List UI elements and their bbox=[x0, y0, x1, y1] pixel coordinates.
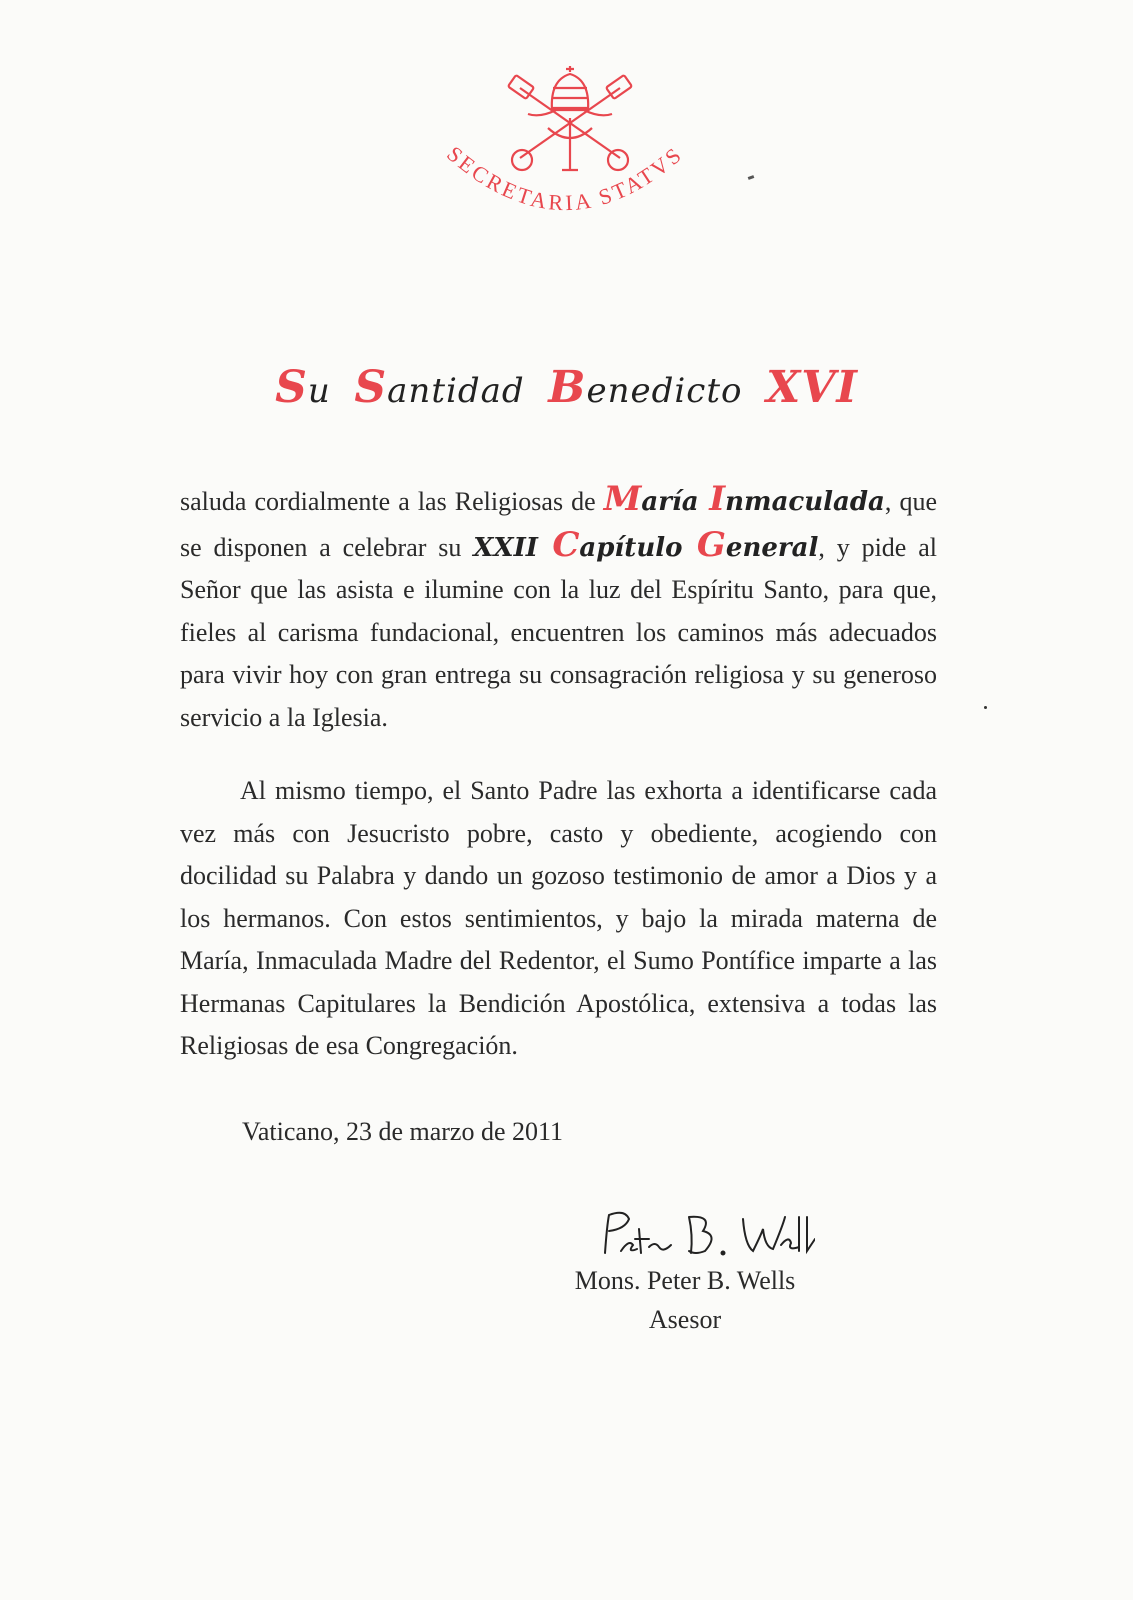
seal-text bbox=[430, 140, 700, 250]
gothic-numeral: XXII bbox=[473, 532, 538, 563]
heading-word: antidad bbox=[387, 371, 525, 411]
letter-heading bbox=[0, 362, 1133, 413]
maria-inmaculada bbox=[603, 479, 885, 519]
heading-initial: S bbox=[275, 362, 308, 413]
p1-text: se disponen a celebrar su bbox=[180, 532, 474, 562]
gothic-initial: I bbox=[709, 479, 726, 519]
heading-numeral: XVI bbox=[766, 362, 858, 413]
paper-speck bbox=[748, 175, 755, 180]
heading-initial: B bbox=[548, 362, 587, 413]
signatory-role: Asesor bbox=[648, 1305, 722, 1334]
heading-word: enedicto bbox=[586, 371, 743, 411]
p1-text: , que bbox=[884, 487, 937, 516]
gothic-word: aría bbox=[641, 487, 699, 517]
paragraph-2: Al mismo tiempo, el Santo Padre las exhorta a identificarse cada vez más con Jesucristo pobre, casto y obediente, acogiendo con docilidad su Palabra y dando un gozoso testimonio de amor a Dios y a los hermanos. Con estos sentimientos, y bajo la mirada materna de María, Inmaculada Madre del Redentor, el Sumo Pontífice imparte a las Hermanas Capitulares la Bendición Apostólica, extensiva a todas las Religiosas de esa Congregación. bbox=[180, 776, 937, 1060]
letter-date: Vaticano, 23 de marzo de 2011 bbox=[242, 1117, 564, 1146]
p1-text: , y pide al Señor bbox=[180, 532, 937, 604]
capitulo-general bbox=[473, 524, 819, 565]
gothic-word: nmaculada bbox=[725, 487, 885, 517]
paper-speck bbox=[984, 706, 987, 709]
heading-word: u bbox=[307, 371, 331, 411]
handwritten-signature bbox=[585, 1195, 815, 1275]
signatory-name: Mons. Peter B. Wells bbox=[574, 1266, 796, 1295]
p1-text: que las asista e ilumine con la luz del Espíritu Santo, para que, fieles al carisma fundacional, encuentren los caminos más adecuados para vivir hoy con gran entrega su consagración religiosa y su generoso servicio a la Iglesia. bbox=[180, 575, 937, 732]
gothic-initial: C bbox=[552, 524, 580, 565]
heading-initial: S bbox=[354, 362, 388, 413]
p1-text: saluda cordialmente a las Religiosas de bbox=[180, 487, 604, 516]
gothic-initial: G bbox=[696, 524, 726, 565]
gothic-initial: M bbox=[603, 479, 642, 519]
gothic-word: eneral bbox=[725, 532, 819, 563]
paragraph-1 bbox=[180, 478, 937, 739]
gothic-word: apítulo bbox=[579, 532, 683, 563]
svg-text:SECRETARIA STATVS: SECRETARIA STATVS bbox=[442, 140, 688, 216]
